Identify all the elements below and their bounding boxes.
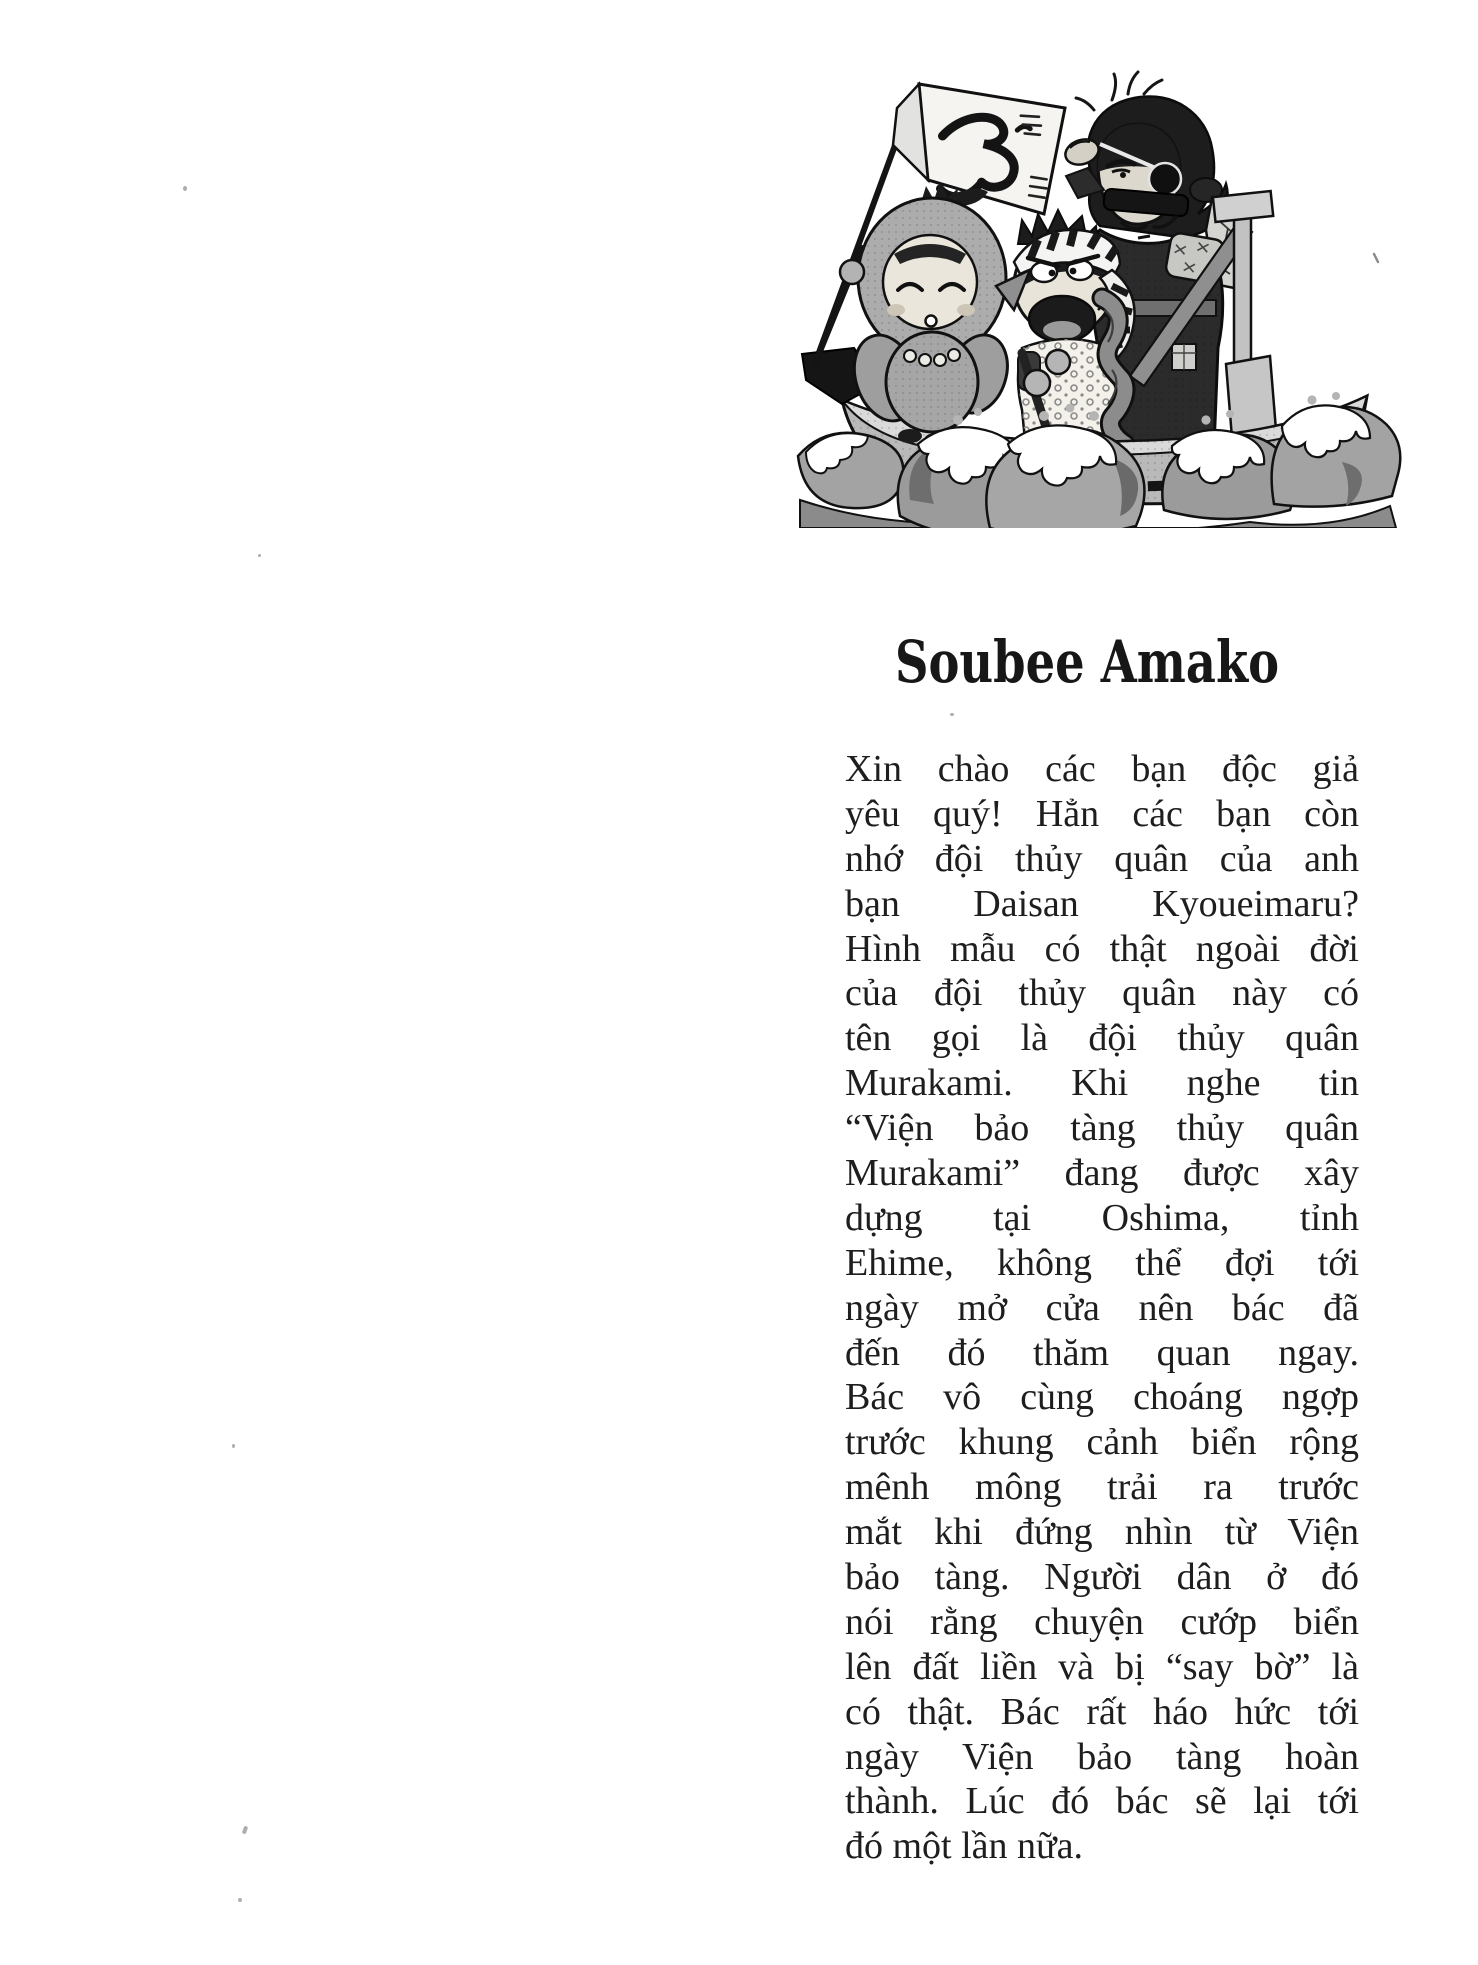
paragraph-line: có thật. Bác rất háo hức tới [845,1690,1359,1733]
paragraph-line: ngày mở cửa nên bác đã [845,1286,1359,1329]
paragraph-line: nhớ đội thủy quân của anh [845,837,1359,880]
dust-speck [242,1826,248,1835]
paragraph-line: yêu quý! Hẳn các bạn còn [845,792,1359,835]
paragraph-line: nói rằng chuyện cướp biển [845,1600,1359,1643]
dust-speck [238,1898,242,1902]
paragraph-line: đến đó thăm quan ngay. [845,1331,1359,1374]
kid-hand-icon [1024,370,1050,396]
author-name-title: Soubee Amako [894,628,1280,696]
paragraph-line: lên đất liền và bị “say bờ” là [845,1645,1359,1688]
paragraph-line: ngày Viện bảo tàng hoàn [845,1735,1359,1778]
paragraph-line: mênh mông trải ra trước [845,1466,1359,1509]
paragraph-line: dựng tại Oshima, tỉnh [845,1196,1359,1239]
dust-speck [950,713,954,716]
paragraph-line: trước khung cảnh biển rộng [845,1421,1359,1464]
paragraph-line: Bác vô cùng choáng ngợp [845,1376,1359,1419]
paragraph-line: bảo tàng. Người dân ở đó [845,1556,1359,1599]
paragraph-line: của đội thủy quân này có [845,972,1359,1015]
paragraph-line: tên gọi là đội thủy quân [845,1017,1359,1060]
dust-speck [183,186,187,191]
paragraph-line: Hình mẫu có thật ngoài đời [845,927,1359,970]
author-note-paragraph [845,747,1359,1869]
paragraph-line: thành. Lúc đó bác sẽ lại tới [845,1780,1359,1823]
paragraph-line: mắt khi đứng nhìn từ Viện [845,1511,1359,1554]
kid-hand-icon [1046,350,1070,374]
dust-speck [258,554,261,557]
paragraph-line: “Viện bảo tàng thủy quân [845,1107,1359,1150]
paragraph-line: Ehime, không thể đợi tới [845,1241,1359,1284]
boat-illustration [782,48,1402,528]
paragraph-line: bạn Daisan Kyoueimaru? [845,882,1359,925]
paragraph-line: đó một lần nữa. [845,1825,1084,1868]
paragraph-line: Murakami” đang được xây [845,1152,1359,1195]
paragraph-line: Murakami. Khi nghe tin [845,1062,1359,1105]
dust-speck [232,1444,235,1448]
paragraph-line: Xin chào các bạn độc giả [845,748,1359,790]
